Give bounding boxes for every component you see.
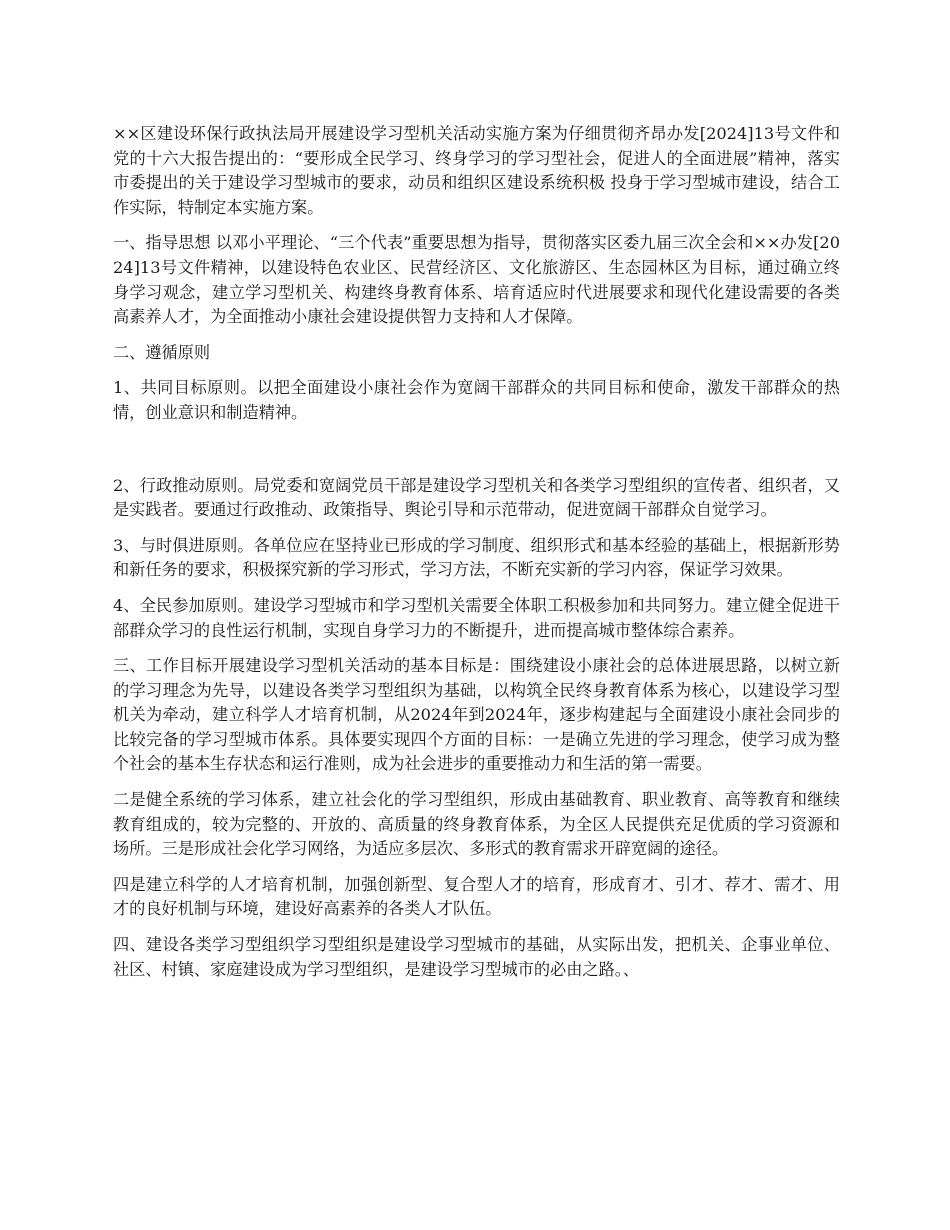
principles-heading: 二、遵循原则 [113,342,211,362]
intro-paragraph: ××区建设环保行政执法局开展建设学习型机关活动实施方案为仔细贯彻齐昂办发[2024]13号文件和党的十六大报告提出的：“要形成全民学习、终身学习的学习型社会，促进人的全面进展”精神，落实市委提出的关于建设学习型城市的要求，动员和组织区建设系统积极 投身于学习型城市建设，结合工作实际，特制定本实施方案。 [113,124,840,217]
guiding-ideology-paragraph: 一、指导思想 以邓小平理论、“三个代表”重要思想为指导，贯彻落实区委九届三次全会和××办发[2024]13号文件精神，以建设特色农业区、民营经济区、文化旅游区、生态园林区为目标，通过确立终身学习观念，建立学习型机关、构建终身教育体系、培育适应时代进展要求和现代化建设需要的各类高素养人才，为全面推动小康社会建设提供智力支持和人才保障。 [113,233,840,327]
work-goals-paragraph: 三、工作目标开展建设学习型机关活动的基本目标是：围绕建设小康社会的总体进展思路，以树立新的学习理念为先导，以建设各类学习型组织为基础，以构筑全民终身教育体系为核心，以建设学习型机关为牵动，建立科学人才培育机制，从2024年到2024年，逐步构建起与全面建设小康社会同步的比较完备的学习型城市体系。具体要实现四个方面的目标：一是确立先进的学习理念，使学习成为整个社会的基本生存状态和运行准则，成为社会进步的重要推动力和生活的第一需要。 [113,656,840,774]
document-body [113,122,840,993]
goal-2-paragraph: 二是健全系统的学习体系，建立社会化的学习型组织，形成由基础教育、职业教育、高等教育和继续教育组成的，较为完整的、开放的、高质量的终身教育体系，为全区人民提供充足优质的学习资源和场所。三是形成社会化学习网络，为适应多层次、多形式的教育需求开辟宽阔的途径。 [113,790,840,859]
principle-2-paragraph: 2、行政推动原则。局党委和宽阔党员干部是建设学习型机关和各类学习型组织的宣传者、组织者，又是实践者。要通过行政推动、政策指导、舆论引导和示范带动，促进宽阔干部群众自觉学习。 [113,475,840,520]
goal-4-paragraph: 四是建立科学的人才培育机制，加强创新型、复合型人才的培育，形成育才、引才、荐才、需才、用才的良好机制与环境，建设好高素养的各类人才队伍。 [113,874,840,919]
principle-3-paragraph: 3、与时俱进原则。各单位应在坚持业已形成的学习制度、组织形式和基本经验的基础上，根据新形势和新任务的要求，积极探究新的学习形式，学习方法，不断充实新的学习内容，保证学习效果。 [113,535,840,580]
learning-organizations-paragraph: 四、建设各类学习型组织学习型组织是建设学习型城市的基础，从实际出发，把机关、企事业单位、社区、村镇、家庭建设成为学习型组织，是建设学习型城市的必由之路。、 [113,935,840,979]
principle-1-paragraph: 1、共同目标原则。以把全面建设小康社会作为宽阔干部群众的共同目标和使命，激发干部群众的热情，创业意识和制造精神。 [113,378,840,422]
principle-4-paragraph: 4、全民参加原则。建设学习型城市和学习型机关需要全体职工积极参加和共同努力。建立健全促进干部群众学习的良性运行机制，实现自身学习力的不断提升，进而提高城市整体综合素养。 [113,595,840,640]
